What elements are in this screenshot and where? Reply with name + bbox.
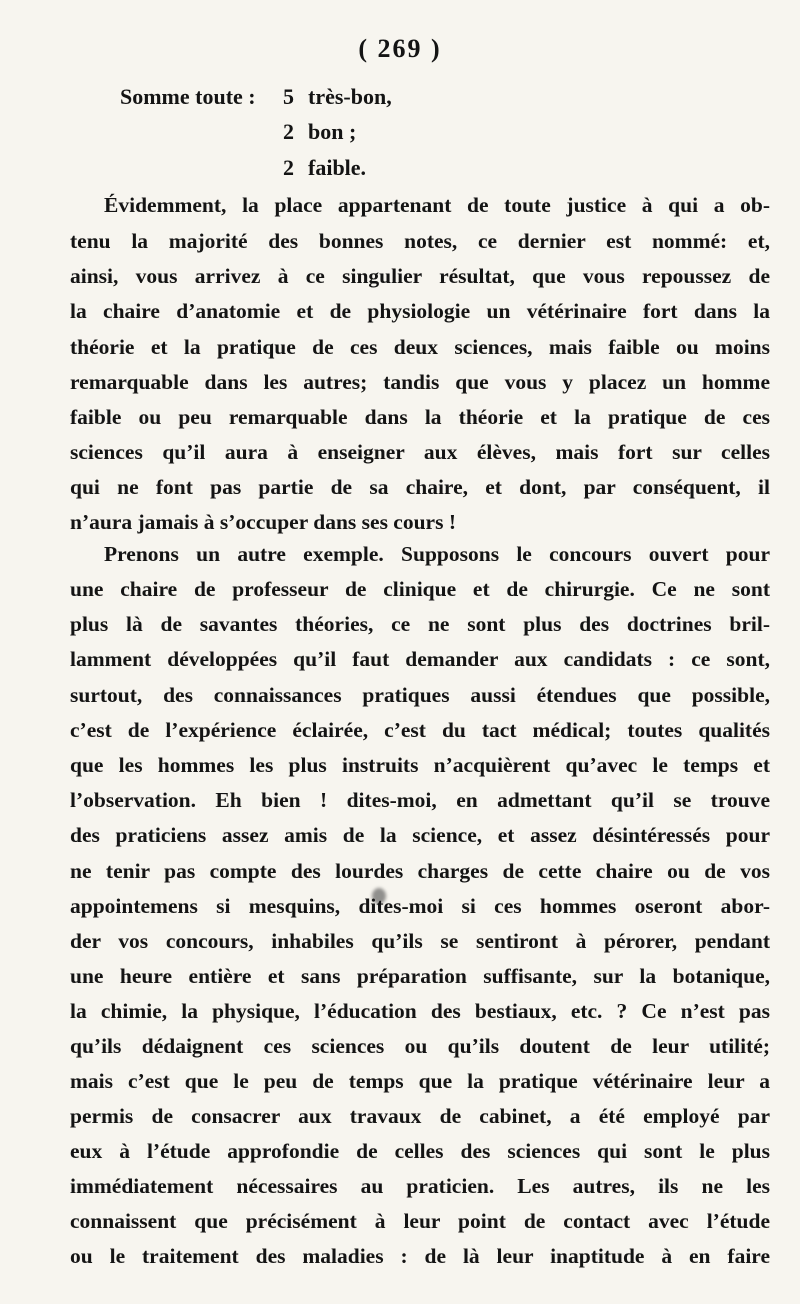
paragraph-line: n’aura jamais à s’occuper dans ses cours ! (70, 510, 457, 534)
summary-count: 2 (283, 155, 294, 180)
paragraph-line: la chaire d’anatomie et de physiologie un vétérinaire fort dans la (70, 299, 770, 323)
paragraph-line: c’est de l’expérience éclairée, c’est du tact médical; toutes qualités (70, 718, 770, 742)
paragraph-line: ainsi, vous arrivez à ce singulier résultat, que vous repoussez de (70, 264, 770, 288)
paragraph-line: surtout, des connaissances pratiques aussi étendues que possible, (70, 683, 770, 707)
paragraph-line: Évidemment, la place appartenant de toute justice à qui a ob- (104, 193, 770, 217)
paragraph-line: ne tenir pas compte des lourdes charges de cette chaire ou de vos (70, 859, 770, 883)
summary-value: très-bon, (308, 84, 392, 109)
paragraph-line: la chimie, la physique, l’éducation des bestiaux, etc. ? Ce n’est pas (70, 999, 770, 1023)
paragraph-line: une heure entière et sans préparation suffisante, sur la botanique, (70, 964, 770, 988)
paragraph-line: faible ou peu remarquable dans la théorie et la pratique de ces (70, 405, 770, 429)
page-number: ( 269 ) (358, 34, 442, 63)
paragraph-line: permis de consacrer aux travaux de cabinet, a été employé par (70, 1104, 770, 1128)
paragraph-line: remarquable dans les autres; tandis que vous y placez un homme (70, 370, 770, 394)
paragraph-line: ou le traitement des maladies : de là leur inaptitude à en faire (70, 1244, 770, 1268)
paragraph-line: mais c’est que le peu de temps que la pratique vétérinaire leur a (70, 1069, 770, 1093)
paragraph-line: plus là de savantes théories, ce ne sont plus des doctrines bril- (70, 612, 770, 636)
paragraph-line: sciences qu’il aura à enseigner aux élèves, mais fort sur celles (70, 440, 770, 464)
summary-count: 2 (283, 119, 294, 144)
paragraph-line: der vos concours, inhabiles qu’ils se sentiront à pérorer, pendant (70, 929, 770, 953)
paragraph-line: qu’ils dédaignent ces sciences ou qu’ils doutent de leur utilité; (70, 1034, 770, 1058)
paragraph-line: l’observation. Eh bien ! dites-moi, en admettant qu’il se trouve (70, 788, 770, 812)
paragraph-line: lamment développées qu’il faut demander aux candidats : ce sont, (70, 647, 770, 671)
summary-value: bon ; (308, 119, 357, 144)
paragraph-line: appointemens si mesquins, dites-moi si ces hommes oseront abor- (70, 894, 770, 918)
paragraph-line: immédiatement nécessaires au praticien. Les autres, ils ne les (70, 1174, 770, 1198)
summary-value: faible. (308, 155, 367, 180)
paragraph-line: qui ne font pas partie de sa chaire, et dont, par conséquent, il (70, 475, 770, 499)
paragraph-line: que les hommes les plus instruits n’acquièrent qu’avec le temps et (70, 753, 770, 777)
summary-count: 5 (283, 84, 294, 109)
paragraph-line: théorie et la pratique de ces deux sciences, mais faible ou moins (70, 335, 770, 359)
paragraph-line: une chaire de professeur de clinique et de chirurgie. Ce ne sont (70, 577, 770, 601)
paragraph-line: des praticiens assez amis de la science, et assez désintéressés pour (70, 823, 770, 847)
summary-label: Somme toute : (120, 84, 256, 109)
paragraph-line: Prenons un autre exemple. Supposons le concours ouvert pour (104, 542, 770, 566)
paragraph-line: connaissent que précisément à leur point de contact avec l’étude (70, 1209, 770, 1233)
paragraph-line: tenu la majorité des bonnes notes, ce dernier est nommé: et, (70, 229, 770, 253)
paragraph-line: eux à l’étude approfondie de celles des sciences qui sont le plus (70, 1139, 770, 1163)
